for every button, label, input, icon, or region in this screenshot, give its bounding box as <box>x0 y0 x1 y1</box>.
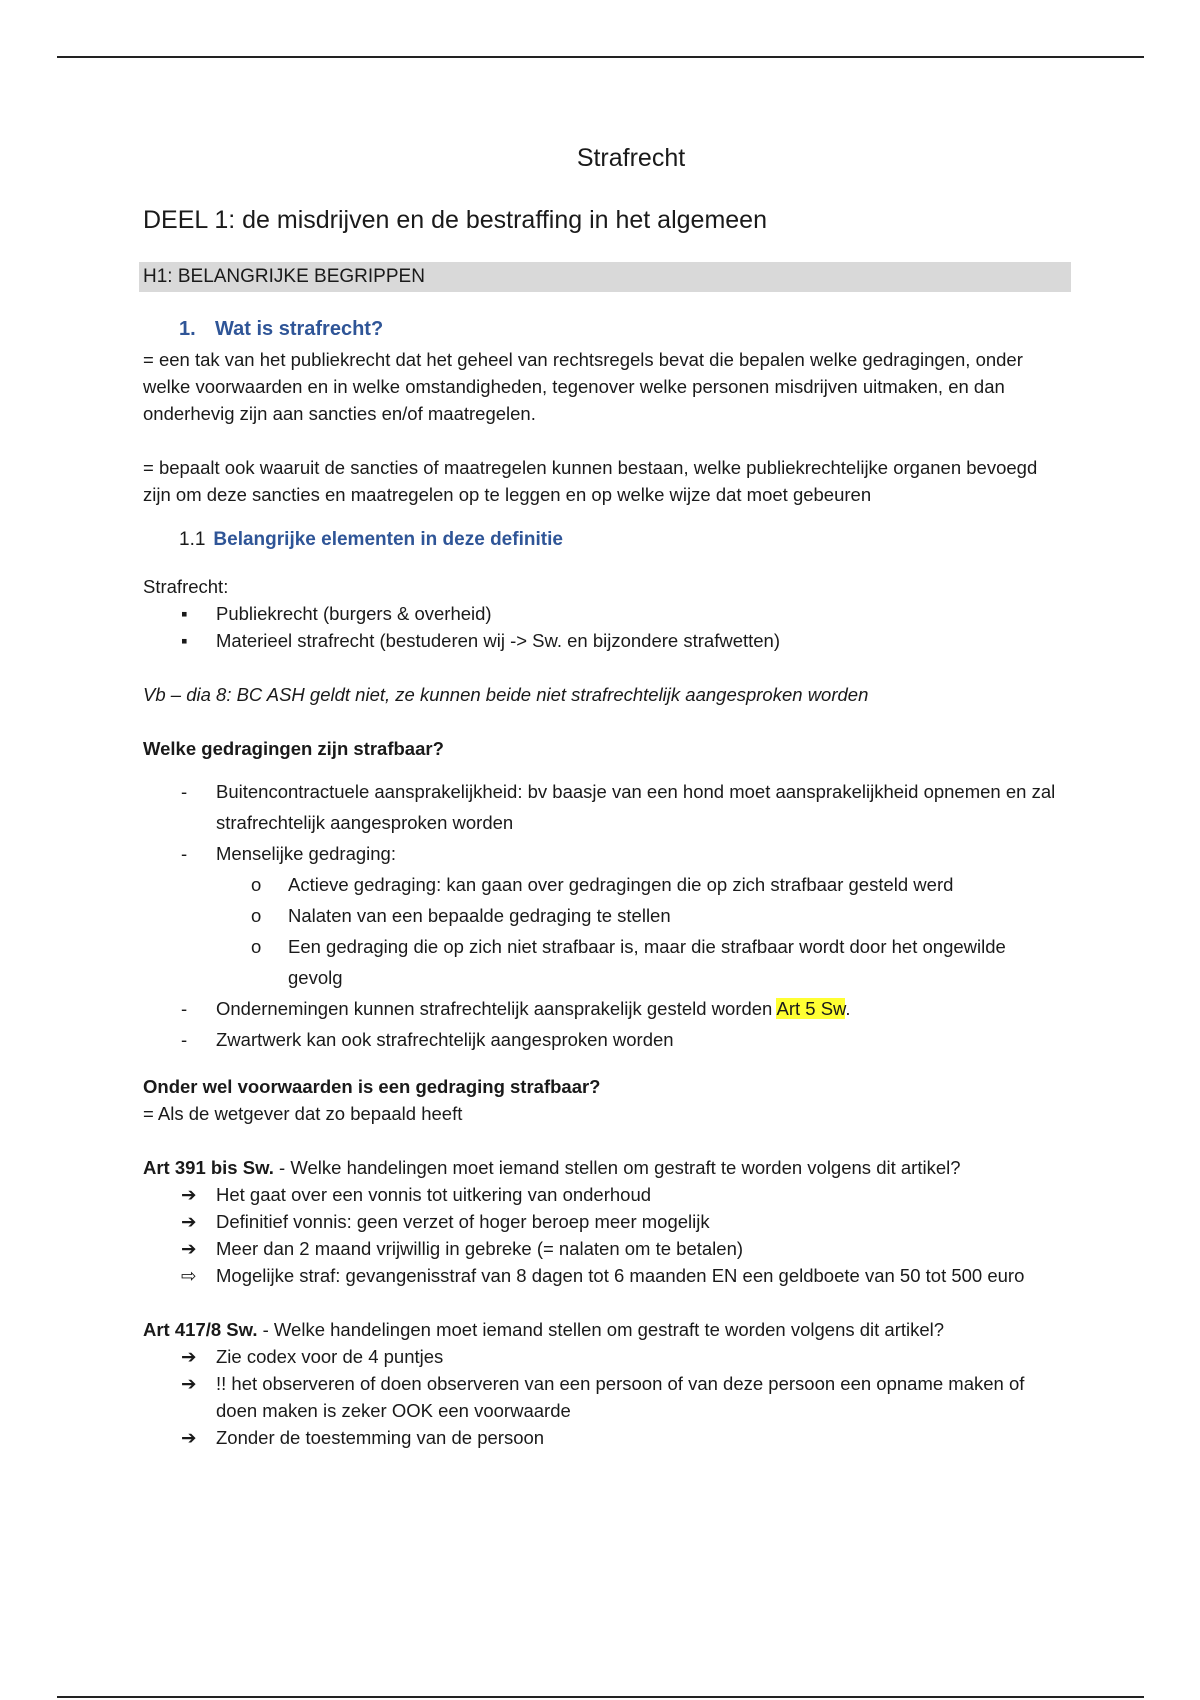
question-1-list <box>143 776 1063 869</box>
arrow-icon: ➔ <box>181 1238 197 1259</box>
art-417-list <box>143 1343 1063 1451</box>
list-item: ➔ !! het observeren of doen observeren van een persoon of van deze persoon een opname maken of doen maken is zeker OOK een voorwaarde <box>143 1370 1063 1424</box>
list-item: ➔ Zonder de toestemming van de persoon <box>143 1424 1063 1451</box>
art-391-list <box>143 1181 1063 1289</box>
circle-bullet-icon: o <box>251 905 262 926</box>
list-item: ➔ Het gaat over een vonnis tot uitkering van onderhoud <box>143 1181 1063 1208</box>
hollow-arrow-icon: ⇨ <box>181 1265 197 1286</box>
question-1-list-continued <box>143 993 1063 1055</box>
circle-bullet-icon: o <box>251 874 262 895</box>
list-item: - Zwartwerk kan ook strafrechtelijk aangesproken worden <box>143 1024 1063 1055</box>
circle-bullet-icon: o <box>251 936 262 957</box>
arrow-icon: ➔ <box>181 1427 197 1448</box>
document-title: Strafrecht <box>576 144 686 172</box>
strafrecht-list <box>143 600 1063 654</box>
top-rule <box>57 56 1144 58</box>
example-note: Vb – dia 8: BC ASH geldt niet, ze kunnen beide niet strafrechtelijk aangesproken worden <box>143 684 869 705</box>
art-391-heading: Art 391 bis Sw. - Welke handelingen moet iemand stellen om gestraft te worden volgens dit artikel? <box>143 1157 961 1178</box>
section-1-1-heading <box>179 526 1063 553</box>
dash-bullet-icon: - <box>181 998 188 1019</box>
list-item: ⇨ Mogelijke straf: gevangenisstraf van 8 dagen tot 6 maanden EN een geldboete van 50 tot 500 euro <box>143 1262 1063 1289</box>
list-item: ➔ Meer dan 2 maand vrijwillig in gebreke (= nalaten om te betalen) <box>143 1235 1063 1262</box>
list-item: - Ondernemingen kunnen strafrechtelijk aansprakelijk gesteld worden Art 5 Sw. <box>143 993 1063 1024</box>
subsection-title: Belangrijke elementen in deze definitie <box>213 529 563 550</box>
section-title: Wat is strafrecht? <box>215 318 384 340</box>
dash-bullet-icon: - <box>181 781 188 802</box>
chapter-heading: H1: BELANGRIJKE BEGRIPPEN <box>139 262 1071 292</box>
definition-2: = bepaalt ook waaruit de sancties of maatregelen kunnen bestaan, welke publiekrechtelijke organen bevoegd zijn om deze sancties en maatregelen op te leggen en op welke wijze dat moet gebeuren <box>143 457 1038 505</box>
question-1-sublist <box>143 869 1063 993</box>
question-2-answer: = Als de wetgever dat zo bepaald heeft <box>143 1103 463 1124</box>
list-item: - Buitencontractuele aansprakelijkheid: bv baasje van een hond moet aansprakelijkheid opnemen en zal strafrechtelijk aangesproken worden <box>143 776 1063 838</box>
question-2: Onder wel voorwaarden is een gedraging strafbaar? <box>143 1076 601 1097</box>
list-item: o Nalaten van een bepaalde gedraging te stellen <box>143 900 1063 931</box>
square-bullet-icon: ▪ <box>181 603 188 624</box>
list-item: ➔ Zie codex voor de 4 puntjes <box>143 1343 1063 1370</box>
art-417-heading: Art 417/8 Sw. - Welke handelingen moet iemand stellen om gestraft te worden volgens dit artikel? <box>143 1319 945 1340</box>
arrow-icon: ➔ <box>181 1184 197 1205</box>
bottom-rule <box>57 1696 1144 1698</box>
dash-bullet-icon: - <box>181 843 188 864</box>
part-title: DEEL 1: de misdrijven en de bestraffing in het algemeen <box>143 206 767 234</box>
question-1: Welke gedragingen zijn strafbaar? <box>143 738 444 759</box>
square-bullet-icon: ▪ <box>181 630 188 651</box>
arrow-icon: ➔ <box>181 1346 197 1367</box>
definition-1: = een tak van het publiekrecht dat het geheel van rechtsregels bevat die bepalen welke gedragingen, onder welke voorwaarden en in welke omstandigheden, tegenover welke personen misdrijven uitmaken, en dan onderhevig zijn aan sancties en/of maatregelen. <box>143 349 1023 424</box>
section-number: 1. <box>179 318 196 340</box>
list-item: o Een gedraging die op zich niet strafbaar is, maar die strafbaar wordt door het ongewilde gevolg <box>143 931 1063 993</box>
arrow-icon: ➔ <box>181 1211 197 1232</box>
list-item: ➔ Definitief vonnis: geen verzet of hoger beroep meer mogelijk <box>143 1208 1063 1235</box>
list-item: - Menselijke gedraging: <box>143 838 1063 869</box>
highlighted-article: Art 5 Sw <box>776 998 846 1019</box>
subsection-number: 1.1 <box>179 529 206 550</box>
section-1-heading <box>179 314 1063 344</box>
list-item: ▪ Publiekrecht (burgers & overheid) <box>143 600 1063 627</box>
list-item: ▪ Materieel strafrecht (bestuderen wij -> Sw. en bijzondere strafwetten) <box>143 627 1063 654</box>
arrow-icon: ➔ <box>181 1373 197 1394</box>
list-item: o Actieve gedraging: kan gaan over gedragingen die op zich strafbaar gesteld werd <box>143 869 1063 900</box>
strafrecht-label: Strafrecht: <box>143 576 229 597</box>
document-body <box>143 140 1063 1451</box>
dash-bullet-icon: - <box>181 1029 188 1050</box>
